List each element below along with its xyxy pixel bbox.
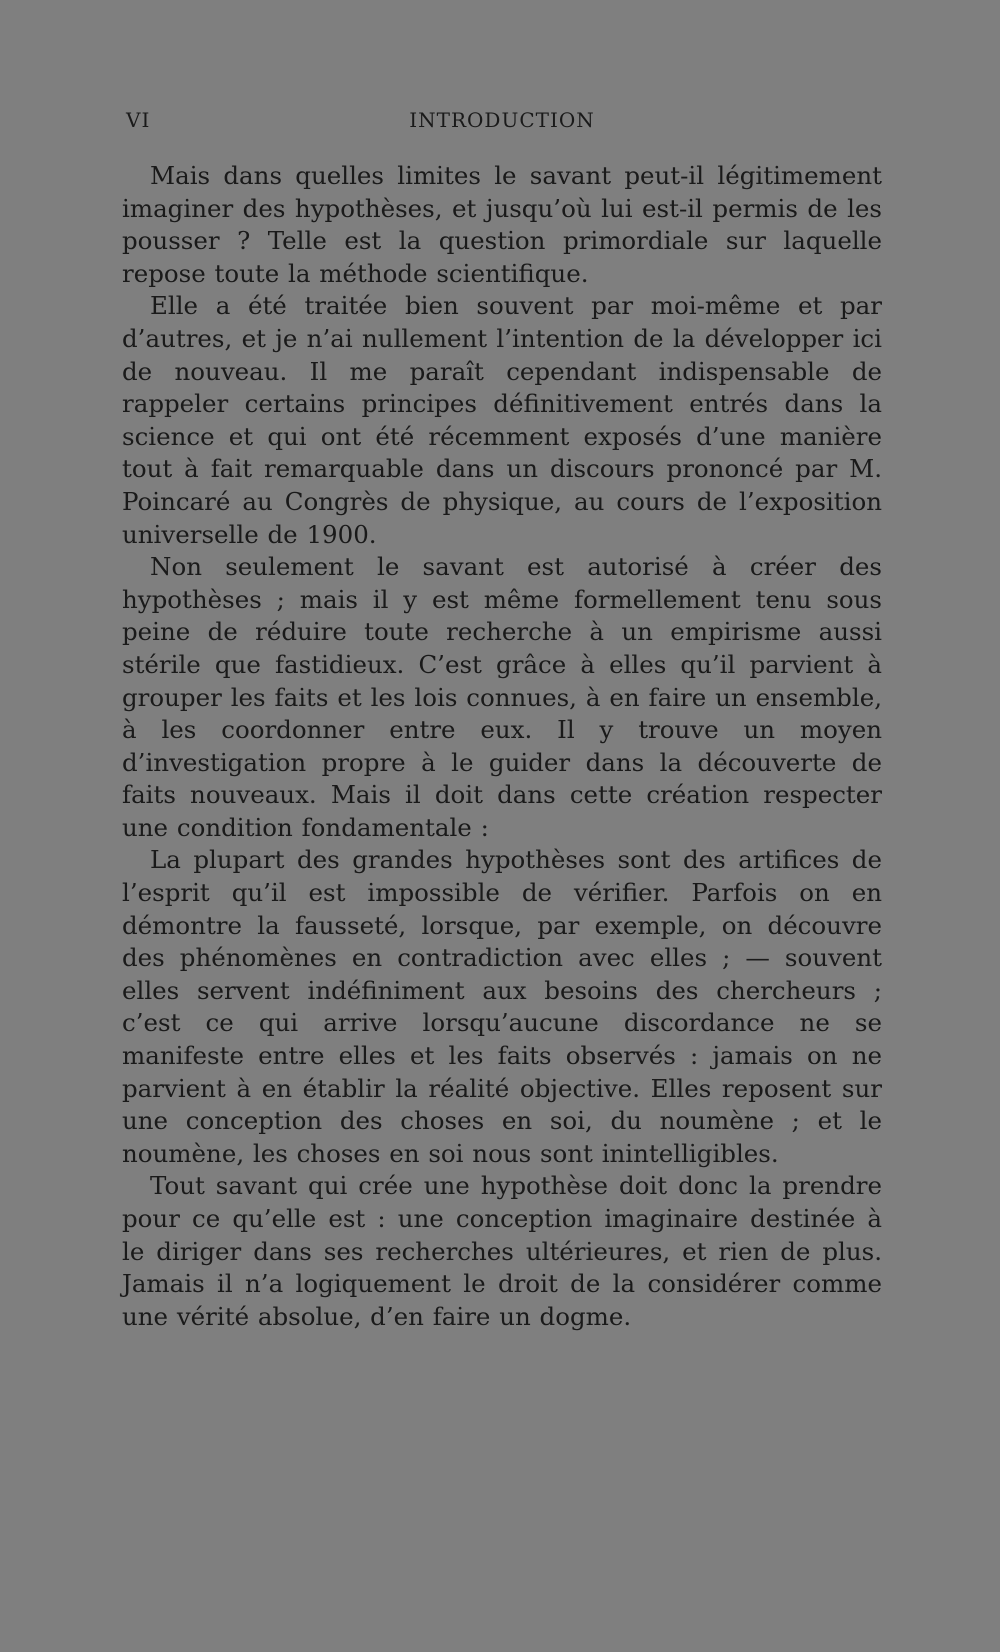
paragraph-2: Elle a été traitée bien souvent par moi-même et par d’autres, et je n’ai nullement l’intention de la développer ici de nouveau. Il me paraît cependant indispensable de rappeler certains principes définitivement entrés dans la science et qui ont été récemment exposés d’une manière tout à fait remarquable dans un discours prononcé par M. Poincaré au Congrès de physique, au cours de l’exposition universelle de 1900.	[122, 291, 882, 549]
page-number: VI	[126, 108, 151, 132]
body-text	[122, 160, 882, 1333]
paragraph-1: Mais dans quelles limites le savant peut-il légitimement imaginer des hypothèses, et jusqu’où lui est-il permis de les pousser ? Telle est la question primordiale sur laquelle repose toute la méthode scientifique.	[122, 161, 882, 288]
running-head	[122, 108, 882, 142]
paragraph-3: Non seulement le savant est autorisé à créer des hypothèses ; mais il y est même formellement tenu sous peine de réduire toute recherche à un empirisme aussi stérile que fastidieux. C’est grâce à elles qu’il parvient à grouper les faits et les lois connues, à en faire un ensemble, à les coordonner entre eux. Il y trouve un moyen d’investigation propre à le guider dans la découverte de faits nouveaux. Mais il doit dans cette création respecter une condition fondamentale :	[122, 552, 882, 842]
paragraph-4: La plupart des grandes hypothèses sont des artifices de l’esprit qu’il est impossible de vérifier. Parfois on en démontre la fausseté, lorsque, par exemple, on découvre des phénomènes en contradiction avec elles ; — souvent elles servent indéfiniment aux besoins des chercheurs ; c’est ce qui arrive lorsqu’aucune discordance ne se manifeste entre elles et les faits observés : jamais on ne parvient à en établir la réalité objective. Elles reposent sur une conception des choses en soi, du noumène ; et le noumène, les choses en soi nous sont inintelligibles.	[122, 845, 882, 1168]
paragraph-5: Tout savant qui crée une hypothèse doit donc la prendre pour ce qu’elle est : une conception imaginaire destinée à le diriger dans ses recherches ultérieures, et rien de plus. Jamais il n’a logiquement le droit de la considérer comme une vérité absolue, d’en faire un dogme.	[122, 1171, 882, 1331]
book-page	[122, 108, 882, 1333]
section-title: INTRODUCTION	[409, 108, 595, 132]
